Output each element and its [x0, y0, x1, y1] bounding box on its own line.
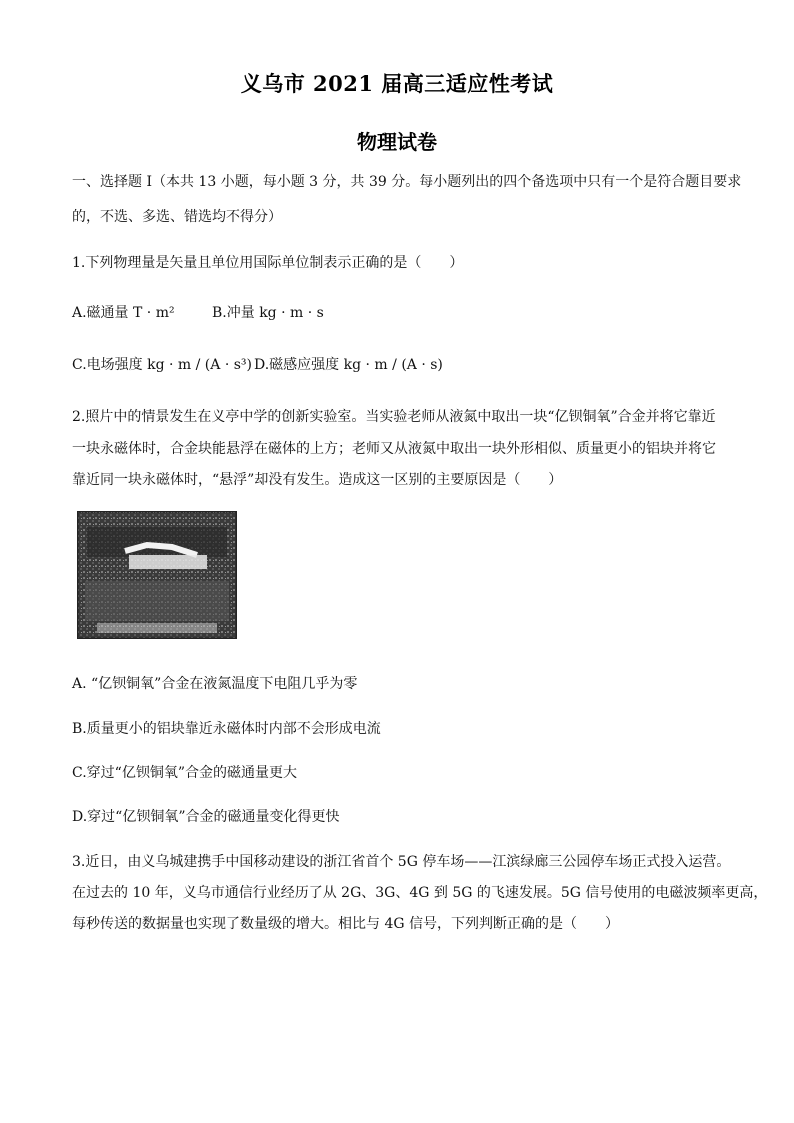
- exam-subtitle: 物理试卷: [357, 130, 437, 154]
- q1-option-b: B.冲量 kg · m · s: [212, 305, 324, 321]
- q2-stem-line1: 2.照片中的情景发生在义亭中学的创新实验室。当实验老师从液氮中取出一块“亿钡铜氧”合金并将它靠近: [72, 409, 716, 425]
- q2-option-c: C.穿过“亿钡铜氧”合金的磁通量更大: [72, 765, 297, 781]
- q1-option-c: C.电场强度 kg · m / (A · s³): [72, 357, 252, 373]
- q2-option-d: D.穿过“亿钡铜氧”合金的磁通量变化得更快: [72, 809, 340, 825]
- section-instructions-line2: 的，不选、多选、错选均不得分）: [72, 209, 282, 225]
- exam-title: 义乌市 2021 届高三适应性考试: [240, 71, 554, 96]
- q3-stem-line2: 在过去的 10 年，义乌市通信行业经历了从 2G、3G、4G 到 5G 的飞速发展。5G 信号使用的电磁波频率更高，: [72, 885, 768, 901]
- levitation-photo: [77, 511, 237, 639]
- q3-stem-line1: 3.近日，由义乌城建携手中国移动建设的浙江省首个 5G 停车场——江滨绿廊三公园停车场正式投入运营。: [72, 854, 731, 870]
- q2-option-b: B.质量更小的铝块靠近永磁体时内部不会形成电流: [72, 721, 381, 737]
- q2-stem-line2: 一块永磁体时，合金块能悬浮在磁体的上方；老师又从液氮中取出一块外形相似、质量更小的铝块并将它: [72, 441, 716, 457]
- section-instructions-line1: 一、选择题 I（本共 13 小题，每小题 3 分，共 39 分。每小题列出的四个备选项中只有一个是符合题目要求: [72, 174, 742, 190]
- q2-stem-line3: 靠近同一块永磁体时，“悬浮”却没有发生。造成这一区别的主要原因是（ ）: [72, 472, 563, 488]
- q2-option-a: A. “亿钡铜氧”合金在液氮温度下电阻几乎为零: [72, 676, 358, 692]
- q1-stem: 1.下列物理量是矢量且单位用国际单位制表示正确的是（ ）: [72, 255, 464, 271]
- q3-stem-line3: 每秒传送的数据量也实现了数量级的增大。相比与 4G 信号，下列判断正确的是（ ）: [72, 916, 619, 932]
- q1-option-d: D.磁感应强度 kg · m / (A · s): [254, 357, 443, 373]
- q1-option-a: A.磁通量 T · m²: [72, 305, 175, 321]
